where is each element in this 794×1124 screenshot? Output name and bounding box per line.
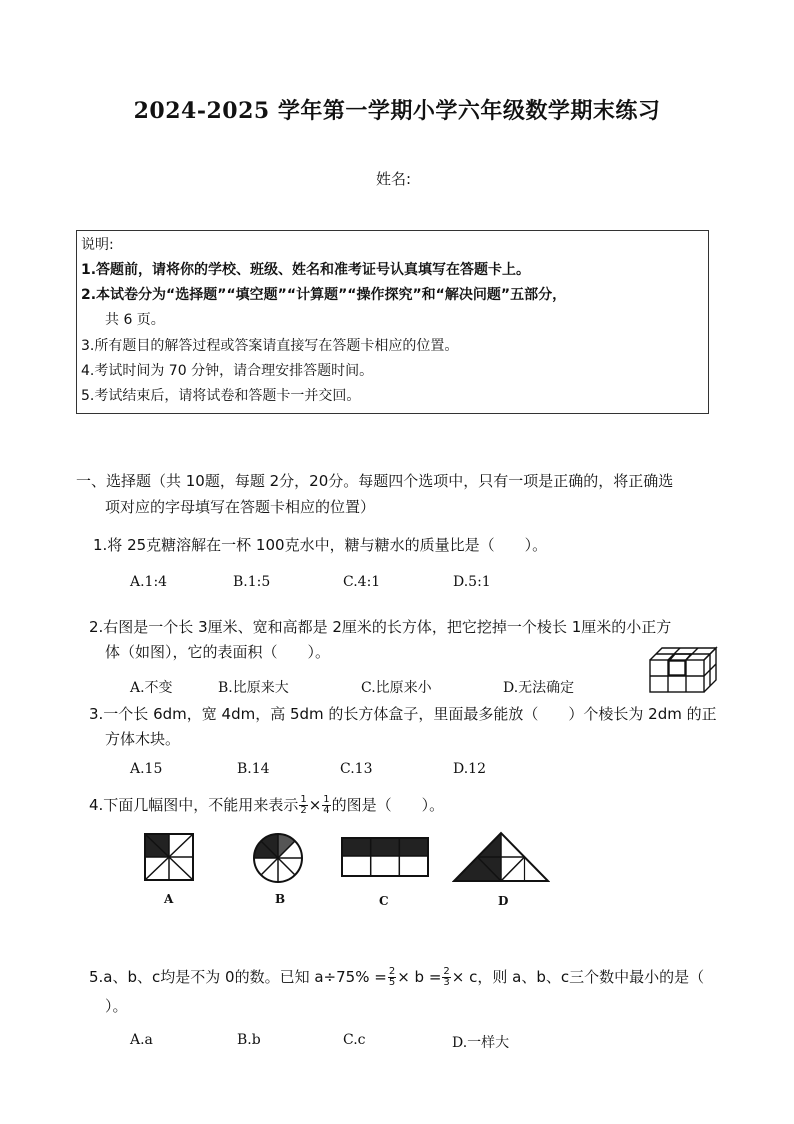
q3-option-c: C.13 <box>340 761 373 777</box>
q5-f2-den: 3 <box>443 977 450 988</box>
q4-fraction-1 <box>299 795 307 816</box>
question-1: 1.将 25克糖溶解在一杯 100克水中，糖与糖水的质量比是（ ）。 <box>93 536 548 554</box>
instruction-line-3: 3.所有题目的解答过程或答案请直接写在答题卡相应的位置。 <box>81 338 459 354</box>
q3-option-d: D.12 <box>453 761 486 777</box>
q4-fraction-2 <box>322 795 330 816</box>
q5-equals: = <box>374 968 387 986</box>
q4-frac1-num: 1 <box>300 794 307 805</box>
instructions-box <box>76 230 709 414</box>
q5-fraction-2 <box>442 967 450 988</box>
instruction-line-2-cont: 共 6 页。 <box>105 312 165 328</box>
figure-d-label: D <box>498 894 509 908</box>
figure-b <box>252 833 304 883</box>
q5-f1-num: 2 <box>388 966 396 977</box>
question-5-cont: ）。 <box>105 997 128 1015</box>
q4-prefix: 4.下面几幅图中，不能用来表示 <box>89 796 299 814</box>
instruction-line-1: 1.答题前，请将你的学校、班级、姓名和准考证号认真填写在答题卡上。 <box>81 262 531 278</box>
q1-option-a: A.1:4 <box>130 574 168 590</box>
cuboid-figure <box>648 642 720 694</box>
question-3: 3.一个长 6dm，宽 4dm，高 5dm 的长方体盒子，里面最多能放（ ）个棱长为 2dm 的正 <box>89 705 717 723</box>
figure-c <box>340 836 430 878</box>
q2-option-d: D.无法确定 <box>503 680 575 696</box>
q5-option-d: D.一样大 <box>452 1035 510 1051</box>
figure-c-label: C <box>379 894 389 908</box>
question-3-cont: 方体木块。 <box>105 730 181 748</box>
q1-option-b: B.1:5 <box>233 574 271 590</box>
q5-fraction-1 <box>388 967 396 988</box>
q5-f1-den: 5 <box>388 977 396 988</box>
q3-option-b: B.14 <box>237 761 270 777</box>
instruction-line-5: 5.考试结束后，请将试卷和答题卡一并交回。 <box>81 388 361 404</box>
q4-times: × <box>308 796 322 814</box>
figure-a <box>143 832 195 882</box>
q2-option-c: C.比原来小 <box>361 680 432 696</box>
section-heading-cont: 项对应的字母填写在答题卡相应的位置） <box>105 498 376 516</box>
q5-option-b: B.b <box>237 1032 261 1048</box>
q4-suffix: 的图是（ ）。 <box>331 796 445 814</box>
question-4 <box>89 794 444 816</box>
instructions-heading: 说明: <box>81 237 114 253</box>
q5-f2-num: 2 <box>443 966 450 977</box>
q2-option-a: A.不变 <box>130 680 173 696</box>
page-title: 2024-2025 学年第一学期小学六年级数学期末练习 <box>133 98 661 124</box>
q5-prefix: 5.a、b、c均是不为 0的数。已知 a÷75% <box>89 968 370 986</box>
q4-frac2-den: 4 <box>323 805 330 816</box>
figure-d <box>452 831 550 883</box>
question-5 <box>89 966 704 988</box>
q4-frac2-num: 1 <box>323 794 330 805</box>
figure-b-label: B <box>275 892 286 906</box>
q1-option-d: D.5:1 <box>453 574 491 590</box>
q5-suffix: ，则 a、b、c三个数中最小的是（ <box>477 968 705 986</box>
question-2: 2.右图是一个长 3厘米、宽和高都是 2厘米的长方体，把它挖掉一个棱长 1厘米的小正方 <box>89 618 672 636</box>
instruction-line-2: 2.本试卷分为“选择题”“填空题”“计算题”“操作探究”和“解决问题”五部分， <box>81 287 567 303</box>
q3-option-a: A.15 <box>130 761 163 777</box>
q5-option-c: C.c <box>343 1032 366 1048</box>
instruction-line-4: 4.考试时间为 70 分钟，请合理安排答题时间。 <box>81 363 374 379</box>
q5-mid-1: × b = <box>397 968 442 986</box>
q5-mid-2: × c <box>451 968 478 986</box>
q2-option-b: B.比原来大 <box>218 680 289 696</box>
question-2-cont: 体（如图），它的表面积（ ）。 <box>105 643 331 661</box>
section-heading: 一、选择题（共 10题，每题 2分，20分。每题四个选项中，只有一项是正确的，将正确选 <box>76 472 674 490</box>
figure-a-label: A <box>164 892 174 906</box>
q5-option-a: A.a <box>130 1032 153 1048</box>
name-label: 姓名: <box>376 170 412 188</box>
q4-frac1-den: 2 <box>300 805 307 816</box>
q1-option-c: C.4:1 <box>343 574 381 590</box>
